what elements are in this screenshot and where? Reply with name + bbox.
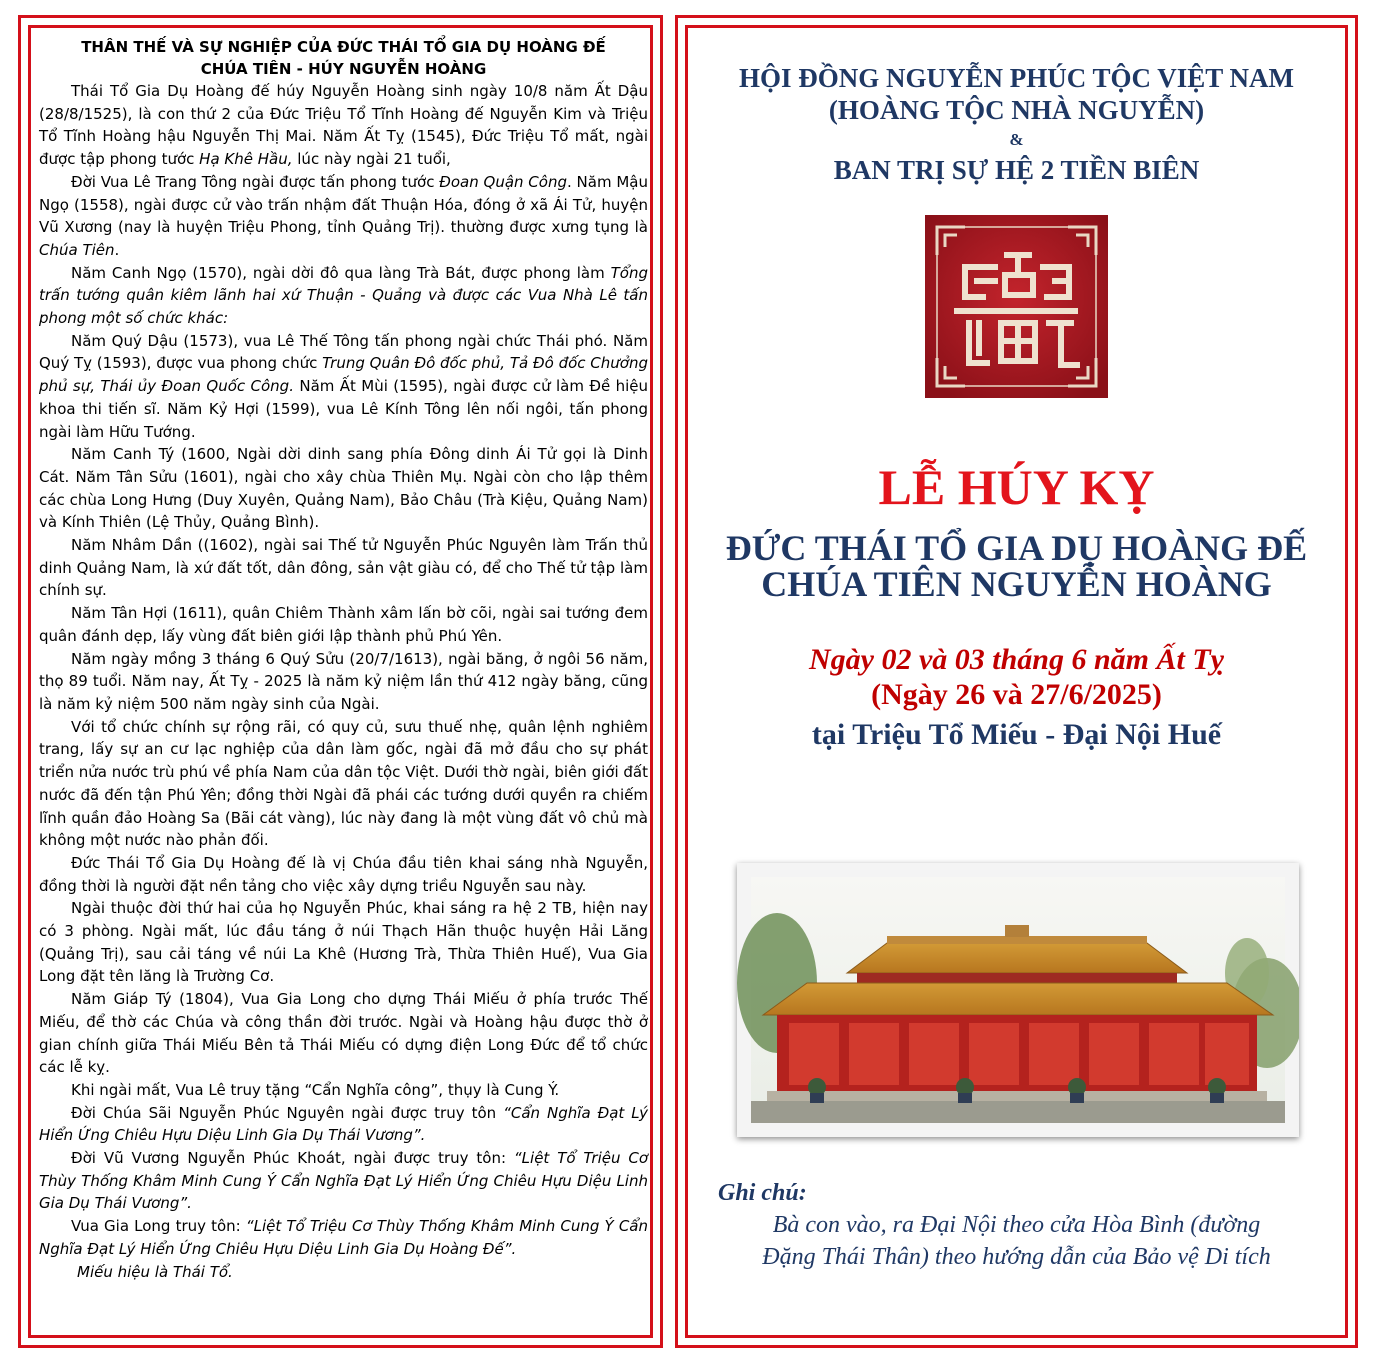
bio-paragraph-11: Ngài thuộc đời thứ hai của họ Nguyễn Phúc, khai sáng ra hệ 2 TB, hiện nay có 3 phòng. Ngài mất, lúc đầu táng ở núi Thạch Hãn thuộc huyện Hải Lăng (Quảng Trị), sau cải táng về núi La Khê (Hương Trà, Thừa Thiên Huế), Vua Gia Long đặt tên lăng là Trường Cơ. bbox=[39, 899, 648, 986]
ampersand: & bbox=[1009, 130, 1024, 149]
bio-paragraph-1: Thái Tổ Gia Dụ Hoàng đế húy Nguyễn Hoàng sinh ngày 10/8 năm Ất Dậu (28/8/1525), là con thứ 2 của Đức Triệu Tổ Tĩnh Hoàng đế Nguyễn Kim và Triệu Tổ Tĩnh Hoàng hậu Nguyễn Thị Mai. Năm Ất Tỵ (1545), Đức Triệu Tổ mất, ngài được tập phong tước Hạ Khê Hầu, lúc này ngài 21 tuổi, bbox=[39, 82, 648, 169]
bio-paragraph-7: Năm Tân Hợi (1611), quân Chiêm Thành xâm lấn bờ cõi, ngài sai tướng đem quân đánh dẹp, lấy vùng đất biên giới lập thành phủ Phú Yên. bbox=[39, 604, 648, 645]
biography-text bbox=[39, 36, 648, 1283]
event-location: tại Triệu Tổ Miếu - Đại Nội Huế bbox=[811, 718, 1222, 751]
bio-paragraph-16: Vua Gia Long truy tôn: “Liệt Tổ Triệu Cơ Thùy Thống Khâm Minh Cung Ý Cẩn Nghĩa Đạt Lý Hiển Ứng Chiêu Hựu Diệu Linh Gia Dụ Hoàng Đế”. bbox=[39, 1217, 649, 1258]
honoree-name bbox=[678, 530, 1355, 602]
bio-paragraph-9: Với tổ chức chính sự rộng rãi, có quy củ, sưu thuế nhẹ, quân lệnh nghiêm trang, lấy sự an cư lạc nghiệp của dân làm gốc, ngài đã mở đầu cho sự phát triển nửa nước trù phú về phía Nam của dân tộc Việt. Dưới thờ ngài, biên giới đất nước đã đến tận Phú Yên; đồng thời Ngài đã phái các tướng dưới quyền ra chiếm lĩnh quần đảo Hoàng Sa (Bãi cát vàng), lúc này đang là một vùng đất vô chủ mà không một nước nào phản đối. bbox=[39, 717, 648, 850]
bio-paragraph-10: Đức Thái Tổ Gia Dụ Hoàng đế là vị Chúa đầu tiên khai sáng nhà Nguyễn, đồng thời là người đặt nền tảng cho việc xây dựng triều Nguyễn sau này. bbox=[39, 853, 648, 895]
bio-paragraph-5: Năm Canh Tý (1600, Ngài dời dinh sang phía Đông dinh Ái Tử gọi là Dinh Cát. Năm Tân Sửu (1601), ngài cho xây chùa Thiên Mụ. Ngài còn cho lập thêm các chùa Long Hưng (Duy Xuyên, Quảng Nam), Bảo Châu (Trà Kiệu, Quảng Nam) và Kính Thiên (Lệ Thủy, Quảng Bình). bbox=[39, 445, 648, 532]
bio-paragraph-2: Đời Vua Lê Trang Tông ngài được tấn phong tước Đoan Quận Công. Năm Mậu Ngọ (1558), ngài được cử vào trấn nhậm đất Thuận Hóa, đóng ở xã Ái Tử, huyện Vũ Xương (nay là huyện Triệu Phong, tỉnh Quảng Trị). thường được xưng tụng là Chúa Tiên. bbox=[39, 172, 648, 259]
bio-paragraph-6: Năm Nhâm Dần ((1602), ngài sai Thế tử Nguyễn Phúc Nguyên làm Trấn thủ dinh Quảng Nam, là xứ đất tốt, dân đông, sản vật giàu có, để cho Thế tử tập làm chính sự. bbox=[39, 536, 648, 600]
bio-paragraph-4: Năm Quý Dậu (1573), vua Lê Thế Tông tấn phong ngài chức Thái phó. Năm Quý Tỵ (1593), được vua phong chức Trung Quân Đô đốc phủ, Tả Đô đốc Chưởng phủ sự, Thái ủy Đoan Quốc Công. Năm Ất Mùi (1595), ngài được cử làm Đề hiệu khoa thi tiến sĩ. Năm Kỷ Hợi (1599), vua Lê Kính Tông lên nối ngôi, tấn phong ngài làm Hữu Tướng. bbox=[39, 331, 648, 441]
bio-paragraph-17: Miếu hiệu là Thái Tổ. bbox=[77, 1262, 233, 1281]
seal-icon bbox=[925, 215, 1108, 398]
bio-paragraph-13: Khi ngài mất, Vua Lê truy tặng “Cẩn Nghĩa công”, thụy là Cung Ý. bbox=[71, 1080, 560, 1099]
temple-photo bbox=[737, 863, 1299, 1137]
biography-title bbox=[39, 36, 648, 80]
note-line1: Bà con vào, ra Đại Nội theo cửa Hòa Bình (đường bbox=[772, 1212, 1261, 1238]
honoree-line2: CHÚA TIÊN NGUYỄN HOÀNG bbox=[761, 564, 1272, 604]
biography-panel bbox=[18, 15, 663, 1348]
organization-line2: (HOÀNG TỘC NHÀ NGUYỄN) bbox=[828, 95, 1205, 125]
event-title: LỄ HÚY KỴ bbox=[878, 459, 1155, 515]
clan-seal-emblem bbox=[925, 215, 1108, 398]
event-date-solar: (Ngày 26 và 27/6/2025) bbox=[871, 678, 1162, 711]
invitation-panel bbox=[675, 15, 1358, 1348]
bio-paragraph-15: Đời Vũ Vương Nguyễn Phúc Khoát, ngài được truy tôn: “Liệt Tổ Triệu Cơ Thùy Thống Khâm Minh Cung Ý Cẩn Nghĩa Đạt Lý Hiển Ứng Chiêu Hựu Diệu Linh Gia Dụ Thái Vương”. bbox=[39, 1149, 648, 1213]
bio-paragraph-14: Đời Chúa Sãi Nguyễn Phúc Nguyên ngài được truy tôn “Cẩn Nghĩa Đạt Lý Hiển Ứng Chiêu Hựu Diệu Linh Gia Dụ Thái Vương”. bbox=[39, 1103, 648, 1145]
biography-title-line1: THÂN THẾ VÀ SỰ NGHIỆP CỦA ĐỨC THÁI TỔ GIA DỤ HOÀNG ĐẾ bbox=[81, 38, 606, 56]
biography-title-line2: CHÚA TIÊN - HÚY NGUYỄN HOÀNG bbox=[200, 60, 487, 78]
bio-paragraph-3: Năm Canh Ngọ (1570), ngài dời đô qua làng Trà Bát, được phong làm Tổng trấn tướng quân kiêm lãnh hai xứ Thuận - Quảng và được các Vua Nhà Lê tấn phong một số chức khác: bbox=[39, 263, 648, 328]
bio-paragraph-8: Năm ngày mồng 3 tháng 6 Quý Sửu (20/7/1613), ngài băng, ở ngôi 56 năm, thọ 89 tuổi. Năm nay, Ất Tỵ - 2025 là năm kỷ niệm lần thứ 412 ngày băng, cũng là năm kỷ niệm 500 năm ngày sinh của Ngài. bbox=[39, 649, 648, 713]
event-date-lunar: Ngày 02 và 03 tháng 6 năm Ất Tỵ bbox=[808, 643, 1224, 676]
note-label: Ghi chú: bbox=[718, 1180, 807, 1206]
organization-name bbox=[678, 62, 1355, 126]
note-text bbox=[718, 1209, 1315, 1273]
bio-paragraph-12: Năm Giáp Tý (1804), Vua Gia Long cho dựng Thái Miếu ở phía trước Thế Miếu, để thờ các Chúa và công thần đời trước. Ngài và Hoàng hậu được thờ ở gian chính giữa Thái Miếu Bên tả Thái Miếu có dựng điện Long Đức để tổ chức các lễ kỵ. bbox=[39, 990, 648, 1077]
honoree-line1: ĐỨC THÁI TỔ GIA DỤ HOÀNG ĐẾ bbox=[725, 528, 1308, 568]
note-line2: Đặng Thái Thân) theo hướng dẫn của Bảo vệ Di tích bbox=[762, 1244, 1271, 1270]
board-name: BAN TRỊ SỰ HỆ 2 TIỀN BIÊN bbox=[833, 155, 1200, 185]
temple-illustration bbox=[737, 863, 1299, 1137]
organization-line1: HỘI ĐỒNG NGUYỄN PHÚC TỘC VIỆT NAM bbox=[738, 63, 1295, 93]
